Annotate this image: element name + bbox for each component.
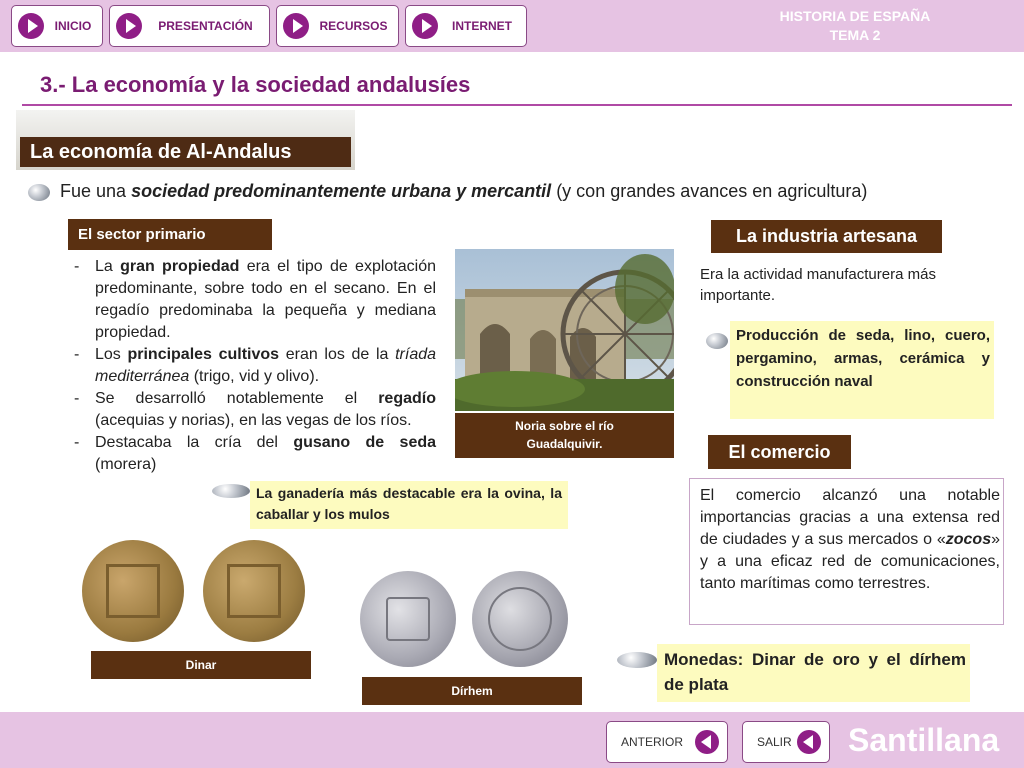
primario-list (72, 256, 436, 476)
dinar-coin-image (82, 540, 184, 642)
presentacion-label: PRESENTACIÓN (158, 19, 253, 33)
back-arrow-icon (797, 730, 821, 754)
course-name: HISTORIA DE ESPAÑA (779, 8, 931, 24)
photo-caption (455, 413, 674, 458)
list-item: - Destacaba la cría del gusano de seda (morera) (72, 432, 436, 476)
dirhem-coin-image (472, 571, 568, 667)
ganaderia-note: La ganadería más destacable era la ovina, la caballar y los mulos (250, 481, 568, 529)
industria-description: Era la actividad manufacturera más importante. (700, 266, 936, 304)
play-arrow-icon (18, 13, 44, 39)
inicio-button[interactable] (11, 5, 103, 47)
monedas-note: Monedas: Dinar de oro y el dírhem de plata (657, 644, 970, 702)
salir-label: SALIR (757, 735, 792, 749)
inicio-label: INICIO (54, 19, 92, 33)
play-arrow-icon (283, 13, 309, 39)
intro-bold: sociedad predominantemente urbana y mercantil (131, 181, 552, 201)
section-header (16, 110, 355, 170)
back-arrow-icon (695, 730, 719, 754)
coin-ring (488, 587, 552, 651)
publisher-logo: Santillana (848, 722, 1000, 758)
list-item: - Se desarrolló notablemente el regadío (acequias y norias), en las vegas de los ríos. (72, 388, 436, 432)
title-divider (22, 104, 1012, 106)
recursos-label: RECURSOS (319, 19, 388, 33)
dinar-coin-image (203, 540, 305, 642)
coin-square-frame (386, 597, 430, 641)
recursos-button[interactable] (276, 5, 399, 47)
comercio-text (689, 478, 1004, 625)
presentacion-button[interactable] (109, 5, 270, 47)
list-item: - Los principales cultivos eran los de la tríada mediterránea (trigo, vid y olivo). (72, 344, 436, 388)
industria-tag: La industria artesana (711, 220, 942, 253)
comercio-tag: El comercio (708, 435, 851, 469)
intro-post: (y con grandes avances en agricultura) (551, 181, 868, 201)
play-arrow-icon (116, 13, 142, 39)
anterior-button[interactable] (606, 721, 728, 763)
noria-photo (455, 249, 674, 411)
anterior-label: ANTERIOR (621, 735, 684, 749)
bullet-icon (212, 484, 250, 498)
bullet-icon (28, 184, 50, 201)
caption-line: Guadalquivir. (526, 437, 603, 451)
dinar-caption: Dinar (91, 651, 311, 679)
list-item: - La gran propiedad era el tipo de explotación predominante, sobre todo en el secano. En el regadío predominaba la pequeña y mediana propiedad. (72, 256, 436, 344)
produccion-note: Producción de seda, lino, cuero, pergamino, armas, cerámica y construcción naval (730, 321, 994, 419)
zocos-term: zocos (945, 531, 992, 548)
coin-square-frame (227, 564, 281, 618)
noria-illustration (455, 249, 674, 411)
salir-button[interactable] (742, 721, 830, 763)
internet-label: INTERNET (452, 19, 512, 33)
bullet-icon (617, 652, 657, 668)
coin-square-frame (106, 564, 160, 618)
comercio-part: El comercio alcanzó una notable importancias gracias a una extensa red de ciudades y a sus mercados o « (700, 487, 1000, 548)
bullet-icon (706, 333, 728, 349)
unit-name: TEMA 2 (829, 27, 881, 43)
internet-button[interactable] (405, 5, 527, 47)
intro-pre: Fue una (60, 181, 132, 201)
caption-line: Noria sobre el río (515, 419, 614, 433)
intro-text (60, 181, 867, 202)
play-arrow-icon (412, 13, 438, 39)
course-header (720, 7, 990, 45)
section-label: La economía de Al-Andalus (20, 137, 351, 167)
comercio-part: » y a una eficaz red de comunicaciones, tanto marítimas como terrestres. (700, 531, 1000, 592)
dirhem-caption: Dírhem (362, 677, 582, 705)
dirhem-coin-image (360, 571, 456, 667)
sector-primario-tag: El sector primario (68, 219, 272, 250)
page-title: 3.- La economía y la sociedad andalusíes (40, 72, 471, 97)
